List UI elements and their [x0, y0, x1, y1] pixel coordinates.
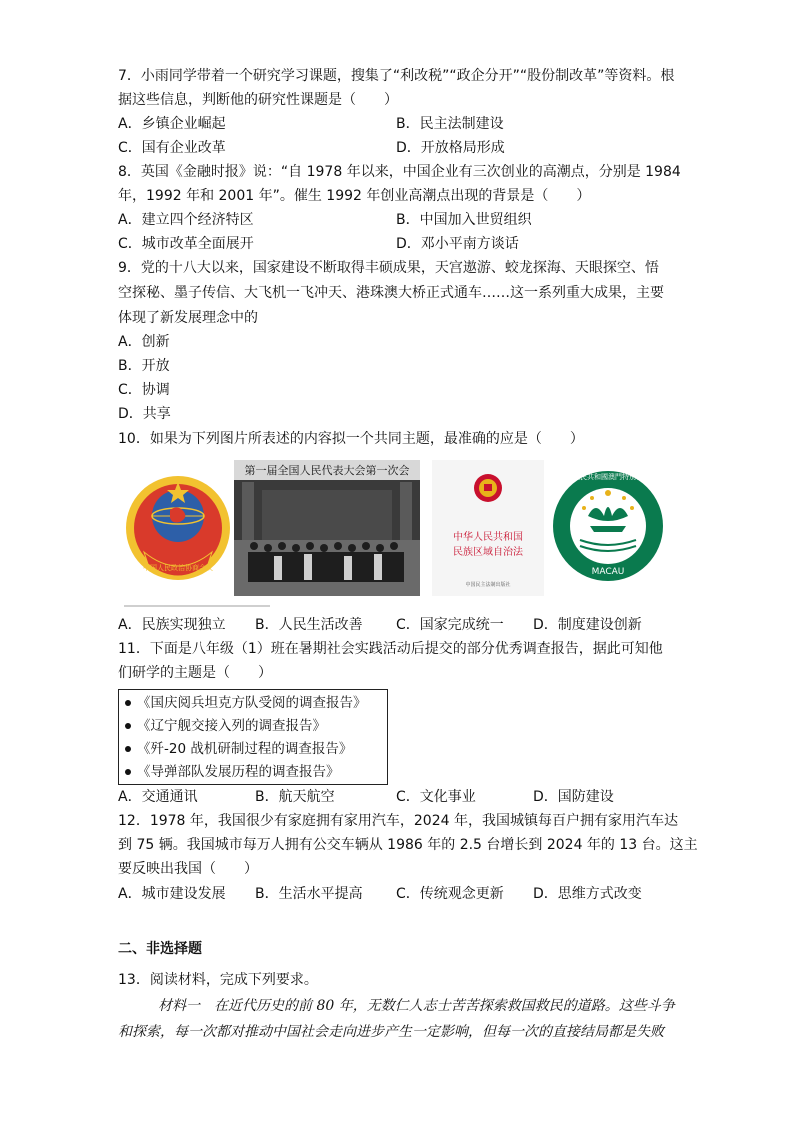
q9-stem-line3: 体现了新发展理念中的: [118, 310, 258, 326]
q12-stem-line2: 到 75 辆。我国城市每万人拥有公交车辆从 1986 年的 2.5 台增长到 2024 年的 13 台。这主: [118, 837, 698, 853]
q11-option-c: C．文化事业: [396, 789, 476, 805]
cppcc-emblem: [122, 460, 234, 596]
q11-option-b: B．航天航空: [255, 789, 335, 805]
q13-material-line2: 和探索，每一次都对推动中国社会走向进步产生一定影响，但每一次的直接结局都是失败: [118, 1024, 664, 1040]
report-item: 《国庆阅兵坦克方队受阅的调查报告》: [125, 692, 381, 715]
q10-option-b: B．人民生活改善: [255, 617, 363, 633]
book-publisher: 中国民主法制出版社: [465, 582, 511, 588]
q7-stem-line1: 7．小雨同学带着一个研究学习课题，搜集了“利改税”“政企分开”“股份制改革”等资料。根: [118, 68, 675, 84]
report-item: 《歼-20 战机研制过程的调查报告》: [125, 738, 381, 761]
macau-emblem: [550, 460, 666, 596]
q9-option-d: D．共享: [118, 406, 171, 422]
q7-option-b: B．民主法制建设: [396, 116, 504, 132]
cppcc-emblem-text: 中国人民政治协商会议: [143, 564, 213, 572]
q7-option-d: D．开放格局形成: [396, 140, 505, 156]
macau-emblem-text: 中華人民共和國澳門特別行政區: [559, 473, 657, 481]
q9-option-b: B．开放: [118, 358, 170, 374]
report-item: 《导弹部队发展历程的调查报告》: [125, 761, 381, 784]
q9-stem-line2: 空探秘、墨子传信、大飞机一飞冲天、港珠澳大桥正式通车……这一系列重大成果，主要: [118, 285, 664, 301]
section-title: 二、非选择题: [118, 941, 202, 957]
book-title-line2: 民族区域自治法: [453, 547, 523, 558]
book-title-line1: 中华人民共和国: [453, 532, 523, 543]
q8-option-c: C．城市改革全面展开: [118, 236, 254, 252]
q7-option-a: A．乡镇企业崛起: [118, 116, 226, 132]
q8-option-a: A．建立四个经济特区: [118, 212, 254, 228]
q12-option-c: C．传统观念更新: [396, 886, 504, 902]
q12-stem-line3: 要反映出我国（ ）: [118, 861, 258, 877]
q12-stem-line1: 12．1978 年，我国很少有家庭拥有家用汽车，2024 年，我国城镇每百户拥有家用汽车达: [118, 813, 678, 829]
image-underline: [124, 605, 270, 607]
congress-banner: 第一届全国人民代表大会第一次会: [244, 464, 410, 477]
q7-stem-line2: 据这些信息，判断他的研究性课题是（ ）: [118, 92, 398, 108]
q10-stem: 10．如果为下列图片所表述的内容拟一个共同主题，最准确的应是（ ）: [118, 431, 584, 447]
q13-stem: 13．阅读材料，完成下列要求。: [118, 972, 318, 988]
q8-stem-line2: 年，1992 年和 2001 年”。催生 1992 年创业高潮点出现的背景是（ ）: [118, 188, 591, 204]
q7-option-c: C．国有企业改革: [118, 140, 226, 156]
q8-option-d: D．邓小平南方谈话: [396, 236, 519, 252]
q11-option-a: A．交通通讯: [118, 789, 198, 805]
q10-option-c: C．国家完成统一: [396, 617, 504, 633]
q11-stem-line2: 们研学的主题是（ ）: [118, 665, 272, 681]
q10-option-a: A．民族实现独立: [118, 617, 226, 633]
q9-stem-line1: 9．党的十八大以来，国家建设不断取得丰硕成果，天宫遨游、蛟龙探海、天眼探空、悟: [118, 260, 659, 276]
q12-option-a: A．城市建设发展: [118, 886, 226, 902]
q12-option-d: D．思维方式改变: [533, 886, 642, 902]
q9-option-a: A．创新: [118, 334, 170, 350]
q9-option-c: C．协调: [118, 382, 170, 398]
q8-stem-line1: 8．英国《金融时报》说：“自 1978 年以来，中国企业有三次创业的高潮点，分别是 1984: [118, 164, 681, 180]
q11-stem-line1: 11．下面是八年级（1）班在暑期社会实践活动后提交的部分优秀调查报告，据此可知他: [118, 641, 663, 657]
bullet-dot-icon: [125, 746, 131, 752]
report-list-box: [118, 689, 388, 785]
congress-photo: [234, 460, 420, 596]
q10-option-d: D．制度建设创新: [533, 617, 642, 633]
bullet-dot-icon: [125, 769, 131, 775]
report-item: 《辽宁舰交接入列的调查报告》: [125, 715, 381, 738]
macau-label: MACAU: [591, 567, 625, 577]
bullet-dot-icon: [125, 723, 131, 729]
q8-option-b: B．中国加入世贸组织: [396, 212, 532, 228]
q12-option-b: B．生活水平提高: [255, 886, 363, 902]
law-book-cover: [432, 460, 544, 596]
q11-option-d: D．国防建设: [533, 789, 614, 805]
q13-material-line1: 材料一 在近代历史的前 80 年，无数仁人志士苦苦探索救国救民的道路。这些斗争: [158, 998, 675, 1014]
bullet-dot-icon: [125, 700, 131, 706]
